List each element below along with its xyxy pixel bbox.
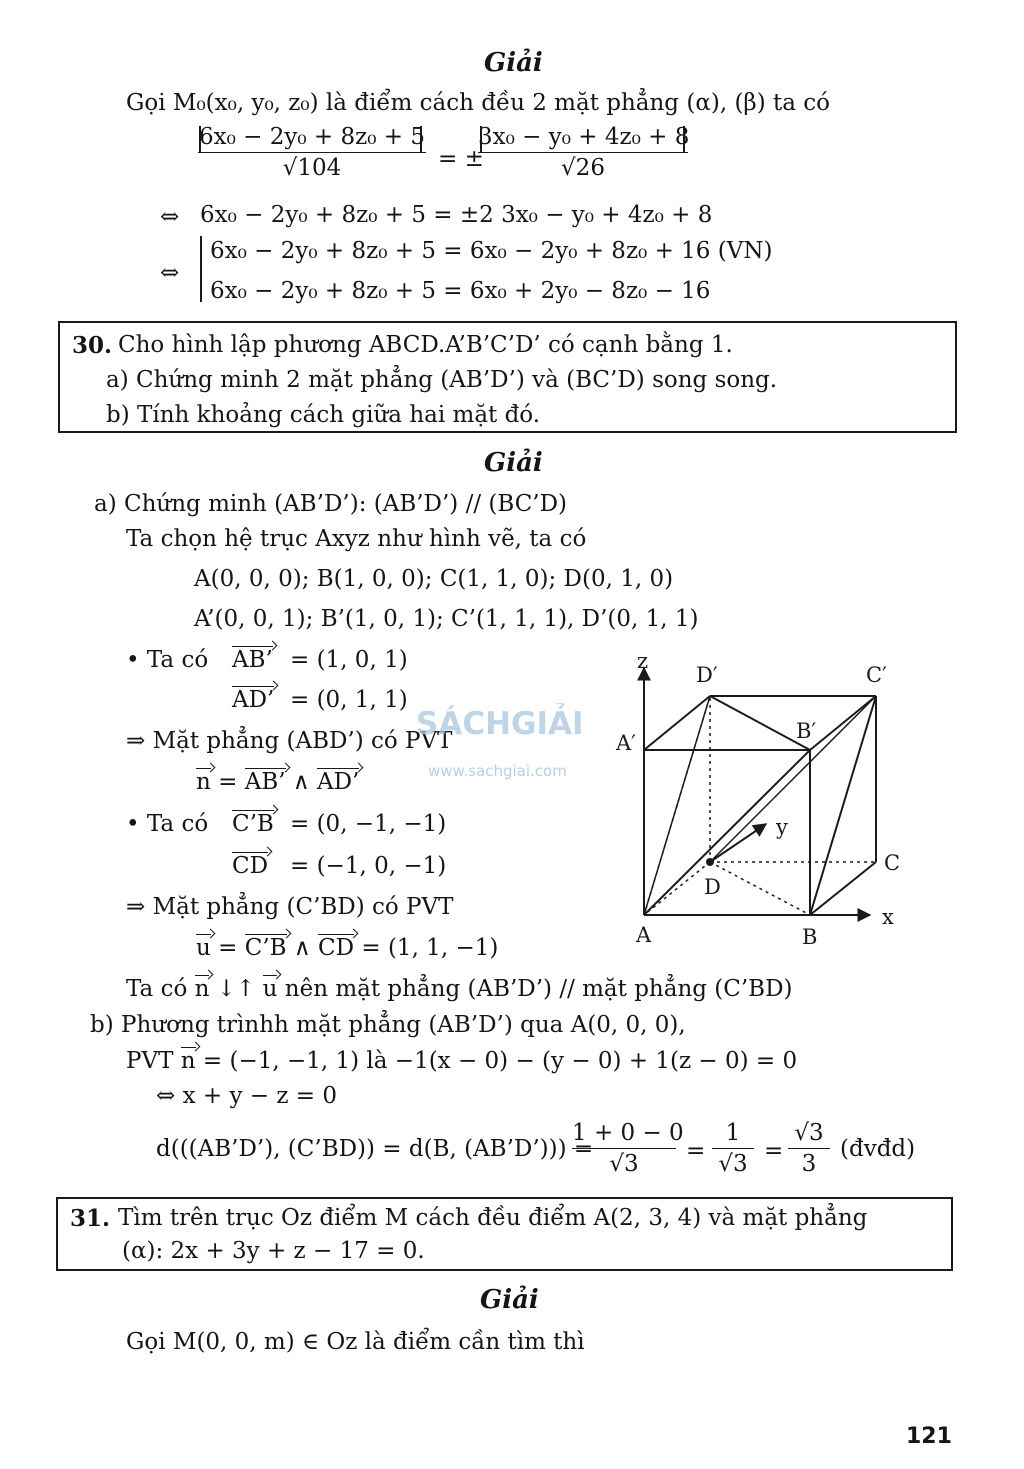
solution-heading: Giải (484, 48, 543, 78)
edge-bc (810, 862, 876, 915)
label-d: D (704, 875, 721, 899)
problem-stem-line-1: Tìm trên trục Oz điểm M cách đều điểm A(2, 3, 4) và mặt phẳng (118, 1205, 868, 1231)
fraction-bar (788, 1148, 830, 1149)
system-bracket (200, 236, 202, 302)
intro-line: Gọi M₀(x₀, y₀, z₀) là điểm cách đều 2 mặt phẳng (α), (β) ta có (126, 90, 830, 116)
vector-u: u (196, 935, 211, 961)
y-axis-arrow (710, 824, 766, 862)
wedge-symbol: ∧ (292, 769, 310, 795)
fraction-numerator: 3x₀ − y₀ + 4z₀ + 8 (478, 124, 690, 150)
watermark-url: www.sachgiai.com (428, 762, 567, 780)
abs-bar (199, 126, 201, 152)
solution-heading: Giải (484, 448, 543, 478)
normal-u-line (196, 937, 498, 960)
page-number: 121 (906, 1424, 952, 1449)
watermark-brand: SÁCHGIẢI (416, 706, 584, 742)
coordinates-line-2: A’(0, 0, 1); B’(1, 0, 1); C’(1, 1, 1), D’(0, 1, 1) (194, 606, 699, 632)
label-z: z (637, 649, 649, 673)
distance-lhs: d(((AB’D’), (C’BD)) = d(B, (AB’D’))) = (156, 1136, 594, 1162)
problem-number: 31. (70, 1205, 111, 1232)
equivalence-symbol: ⇔ (160, 260, 180, 286)
label-c: C (884, 851, 901, 875)
wedge-symbol: ∧ (293, 935, 311, 961)
equivalence-symbol: ⇔ (160, 204, 180, 230)
vector-cd: CD (318, 935, 355, 961)
fraction-right (478, 124, 688, 182)
plane-2-normal-line: ⇒ Mặt phẳng (C’BD) có PVT (126, 894, 454, 920)
fraction-denominator: 3 (801, 1151, 817, 1178)
problem-stem: Cho hình lập phương ABCD.A’B’C’D’ có cạnh bằng 1. (118, 332, 733, 358)
fraction-bar (712, 1148, 754, 1149)
vector-cd: CD (232, 853, 269, 879)
label-d-prime: D′ (696, 663, 718, 687)
fraction-denominator: √26 (561, 155, 605, 182)
plane-equation-line: PVT n = (−1, −1, 1) là −1(x − 0) − (y − 0) + 1(z − 0) = 0 (126, 1048, 798, 1074)
vector-n: n (194, 976, 210, 1002)
vector-cb: C’B (232, 811, 274, 837)
ta-co-label: • Ta có (126, 811, 209, 837)
ta-co-label: • Ta có (126, 647, 209, 673)
fraction-numerator: 1 + 0 − 0 (572, 1120, 684, 1146)
vector-ad-prime: AD’ (232, 687, 275, 713)
fraction-left (198, 124, 426, 182)
axis-choice-line: Ta chọn hệ trục Axyz như hình vẽ, ta có (126, 526, 587, 552)
fraction-numerator: 1 (725, 1120, 741, 1146)
cube-diagram (600, 640, 920, 960)
fraction-bar (572, 1148, 676, 1149)
coordinates-line-1: A(0, 0, 0); B(1, 0, 0); C(1, 1, 0); D(0, 1, 0) (194, 566, 674, 592)
diagonal-b-prime-d-prime (710, 696, 810, 750)
problem-number: 30. (72, 332, 113, 359)
label-x: x (882, 905, 894, 929)
system-line-1: 6x₀ − 2y₀ + 8z₀ + 5 = 6x₀ − 2y₀ + 8z₀ + 16 (VN) (210, 238, 773, 264)
distance-fraction-3 (788, 1120, 830, 1178)
point-d-dot (706, 858, 714, 866)
solution-31-line-1: Gọi M(0, 0, m) ∈ Oz là điểm cần tìm thì (126, 1329, 585, 1355)
solution-heading: Giải (480, 1285, 539, 1315)
label-a-prime: A′ (616, 731, 636, 755)
parallel-conclusion: Ta có n ↓↑ u nên mặt phẳng (AB’D’) // mặt phẳng (C’BD) (126, 976, 793, 1002)
system-line-2: 6x₀ − 2y₀ + 8z₀ + 5 = 6x₀ + 2y₀ − 8z₀ − 16 (210, 278, 711, 304)
distance-fraction-2 (712, 1120, 754, 1178)
vector-n: n (196, 769, 211, 795)
hidden-diagonal-db (710, 862, 810, 915)
label-y: y (776, 815, 788, 839)
equals-sign: = (764, 1138, 784, 1164)
fraction-denominator: √3 (609, 1151, 639, 1178)
equals-sign: = (218, 935, 245, 961)
fraction-numerator: √3 (794, 1120, 824, 1146)
plane-1-normal-line: ⇒ Mặt phẳng (ABD’) có PVT (126, 728, 453, 754)
fraction-numerator: 6x₀ − 2y₀ + 8z₀ + 5 (199, 124, 425, 150)
edge-a-prime-d-prime (644, 696, 710, 750)
simplified-equation: ⇔ x + y − z = 0 (156, 1083, 337, 1109)
vector-ad-prime: AD’ (317, 769, 360, 795)
label-a: A (636, 923, 652, 947)
abs-equation: 6x₀ − 2y₀ + 8z₀ + 5 = ±2 3x₀ − y₀ + 4z₀ + 8 (200, 202, 713, 228)
abs-bar (480, 126, 482, 152)
vector-n: n (180, 1048, 196, 1074)
unit-label: (đvđd) (840, 1136, 916, 1162)
vector-u: u (262, 976, 278, 1002)
problem-stem-line-2: (α): 2x + 3y + z − 17 = 0. (122, 1238, 425, 1264)
fraction-bar (478, 152, 688, 153)
label-c-prime: C′ (866, 663, 887, 687)
vector-ab-prime: AB’ (244, 769, 286, 795)
vector-ad-value: = (0, 1, 1) (290, 687, 408, 713)
equals-sign: = (218, 769, 245, 795)
vector-ab-prime: AB’ (232, 647, 273, 673)
fraction-bar (198, 152, 426, 153)
vector-u-value: = (1, 1, −1) (361, 935, 499, 961)
hidden-edge-da (644, 862, 710, 915)
label-b-prime: B′ (796, 719, 817, 743)
plus-minus-sign: = ± (438, 146, 484, 172)
vector-cb-value: = (0, −1, −1) (290, 811, 447, 837)
abs-bar (683, 126, 685, 152)
equals-sign: = (686, 1138, 706, 1164)
part-a-heading: a) Chứng minh (AB’D’): (AB’D’) // (BC’D) (94, 491, 568, 517)
problem-part-a: a) Chứng minh 2 mặt phẳng (AB’D’) và (BC’D) song song. (106, 367, 778, 393)
vector-ab-value: = (1, 0, 1) (290, 647, 408, 673)
problem-part-b: b) Tính khoảng cách giữa hai mặt đó. (106, 402, 541, 428)
normal-n-line (196, 771, 359, 794)
vector-cd-value: = (−1, 0, −1) (290, 853, 447, 879)
vector-cb: C’B (244, 935, 287, 961)
fraction-denominator: √104 (282, 155, 342, 182)
fraction-denominator: √3 (718, 1151, 748, 1178)
part-b-heading: b) Phương trìnhh mặt phẳng (AB’D’) qua A(0, 0, 0), (90, 1012, 686, 1038)
abs-bar (420, 126, 422, 152)
distance-fraction-1 (572, 1120, 684, 1178)
label-b: B (802, 925, 818, 949)
edge-b-prime-c-prime (810, 696, 876, 750)
opposite-direction-symbol: ↓↑ (216, 976, 256, 1002)
